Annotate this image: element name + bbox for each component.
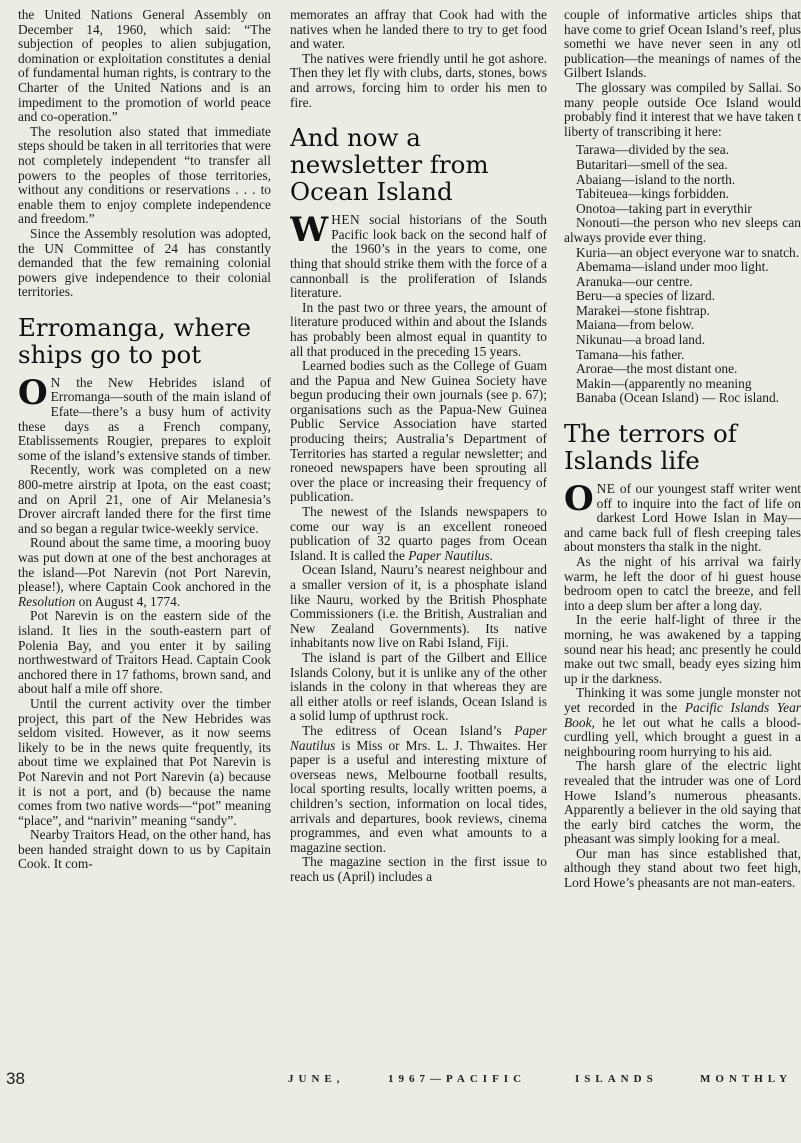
footer-islands: ISLANDS: [575, 1073, 658, 1085]
glossary-entry: Banaba (Ocean Island) — Roc island.: [576, 390, 780, 406]
paragraph: [290, 724, 547, 855]
column-2: [290, 8, 547, 1028]
page-number: 38: [6, 1069, 25, 1088]
footer-month: JUNE,: [288, 1073, 345, 1085]
paragraph: Ocean Island, Nauru’s nearest neighbour and a smaller version of it, is a phosphate island like Nauru, worked by the British Phosphate Commissioners (i.e. the British, Australian and New Zealand Governments). Its native inhabitants now live on Rabi Island, Fiji.: [290, 562, 547, 651]
paragraph: Until the current activity over the timber project, this part of the New Hebrides was seldom visited. However, as it now seems likely to be in the news quite frequently, its about time we explained that Pot Narevin is Pot Narevin and not Port Narevin (a) because it is not a port, and (b) because the name comes from two native words—“pot” meaning “place”, and “narivin” meaning “sandy”.: [18, 695, 271, 828]
glossary-entry: Marakei—stone fishtrap.: [576, 302, 710, 318]
paragraph-text: the New Hebrides island of Erromanga—south of the main island of Efate—there’s a busy hum of activity these days as a French company, Etablissements Rougier, prepares to exploit some of the island’s extensive stands of timber.: [18, 374, 271, 463]
paragraph: Nearby Traitors Head, on the other hand, has been handed straight down to us by Capitain Cook. It com-: [18, 827, 271, 872]
footer-year-publication: 1967—PACIFIC: [388, 1073, 527, 1085]
glossary-entry: Abaiang—island to the north.: [576, 171, 736, 187]
small-caps-lead: N: [50, 374, 61, 390]
glossary-entry: Maiana—from below.: [576, 317, 695, 333]
paragraph: [18, 536, 271, 609]
glossary-entry: Abemama—island under moo light.: [576, 259, 769, 275]
glossary-entry: Makin—(apparently no meaning: [576, 375, 752, 391]
paragraph: [290, 505, 547, 563]
paragraph: In the eerie half-light of three ir the morning, he was awakened by a tapping sound near his head; anc presently he could make out twc small, beady eyes sizing him up ir the darkness.: [564, 612, 801, 686]
paragraph-text: of our youngest staff writer went off to inquire into the fact of life on darkest Lord Howe Islan in May—and came back full of flesh creeping tales about monsters tha stalk in the night.: [564, 481, 801, 555]
footer-monthly: MONTHLY: [700, 1073, 793, 1085]
glossary-entry: Kuria—an object everyone war to snatch.: [576, 244, 800, 260]
paragraph: memorates an affray that Cook had with the natives when he landed there to try to get food and water.: [290, 8, 547, 52]
drop-cap: W: [290, 210, 329, 251]
publication-title: Paper Nautilus: [290, 722, 547, 753]
small-caps-lead: HEN: [331, 212, 361, 228]
glossary-entry: Tarawa—divided by the sea.: [576, 142, 729, 158]
paragraph: The natives were friendly until he got ashore. Then they let fly with clubs, darts, stones, bows and arrows, forcing him to order his men to fire.: [290, 50, 547, 110]
glossary-entry: Aranuka—our centre.: [576, 273, 693, 289]
paragraph-text: The newest of the Islands newspapers to come our way is an excellent roneoed publication of 32 quarto pages from Ocean Island. It is called the: [290, 504, 547, 563]
paragraph-lead: [564, 479, 801, 555]
article-heading-terrors: The terrors of Islands life: [564, 419, 737, 476]
glossary-entry: Nonouti—the person who nev sleeps can always provide ever thing.: [564, 215, 801, 245]
drop-cap: O: [18, 372, 48, 413]
glossary-list: [564, 143, 801, 406]
article-heading-newsletter: And now a newsletter from Ocean Island: [290, 123, 489, 207]
paragraph-text: The editress of Ocean Island’s: [302, 722, 515, 738]
paragraph-lead: [290, 210, 547, 301]
glossary-entry: Arorae—the most distant one.: [576, 361, 738, 377]
paragraph: Our man has since established that, although they stand about two feet high, Lord Howe’s pheasants are not man-eaters.: [564, 845, 801, 891]
glossary-entry: Tabiteuea—kings forbidden.: [576, 186, 730, 202]
paragraph: couple of informative articles ships that have come to grief Ocean Island’s reef, plus somethi we have never seen in any otl publication—the meanings of names of the Gilbert Islands.: [564, 8, 801, 81]
paragraph-text: he let out what he calls a blood-curdling yell, which brought a guest in a neighbouring room hurrying to his aid.: [564, 714, 801, 759]
paragraph-text: on August 4, 1774.: [75, 593, 181, 609]
paragraph-text: Thinking it was some jungle monster not yet recorded in the: [564, 685, 801, 715]
paragraph: Since the Assembly resolution was adopted, the UN Committee of 24 has constantly demanded that the few remaining colonial powers give independence to their colonial territories.: [18, 225, 271, 300]
paragraph: The island is part of the Gilbert and Ellice Islands Colony, but it is unlike any of the other islands in the colony in that whereas they are all either atolls or reef islands, Ocean Island is a solid lump of upthrust rock.: [290, 649, 547, 724]
publication-title: Pacific Islands Year Book,: [564, 699, 801, 730]
paragraph: In the past two or three years, the amount of literature produced within and about the Islands has probably been almost equal in quantity to all that produced in the preceding 15 years.: [290, 299, 547, 359]
paragraph: The glossary was compiled by Sallai. So many people outside Oce Island would probably find it interest that we have taken t liberty of transcribing it here:: [564, 79, 801, 139]
article-heading-erromanga: Erromanga, where ships go to pot: [18, 312, 252, 369]
column-1: [18, 8, 271, 1028]
paragraph: the United Nations General Assembly on December 14, 1960, which said: “The subjection of peoples to alien subjugation, domination or exploitation constitutes a denial of fundamental human rights, is contrary to the Charter of the United Nations and is an impediment to the promotion of world peace and co-operation.”: [18, 8, 271, 125]
paragraph: Pot Narevin is on the eastern side of the island. It lies in the south-eastern part of Polenia Bay, and you enter it by sailing northwestward of Traitors Head. Captain Cook anchored there in 17 fathoms, brown sand, and about half a mile off shore.: [18, 608, 271, 697]
glossary-entry: Butaritari—smell of the sea.: [576, 156, 728, 172]
paragraph: Learned bodies such as the College of Guam and the Papua and New Guinea Society have begun producing their own journals (see p. 67); organisations such as the Papua-New Guinea Public Service Association have started producing theirs; Australia’s Department of Territories has started a regular newsletter; and roneoed newspapers have been sprouting all over the place or increasing their frequency of publication.: [290, 358, 547, 505]
paragraph: The magazine section in the first issue to reach us (April) includes a: [290, 854, 547, 884]
ship-name: Resolution: [18, 593, 76, 609]
paragraph-text: is Miss or Mrs. L. J. Thwaites. Her paper is a useful and interesting mixture of overseas news, Melbourne football results, local sporting results, locally written poems, a children’s section, information on local tides, arrivals and departures, book reviews, cinema programmes, and even what amounts to a magazine section.: [290, 737, 547, 855]
paragraph: [564, 686, 801, 759]
page-footer: [0, 1067, 801, 1097]
drop-cap: O: [564, 479, 594, 520]
paragraph: The resolution also stated that immediate steps should be taken in all territories that were not completely independent “to transfer all powers to the peoples of those territories, without any conditions or reservations . . . to enable them to enjoy complete independence and freedom.”: [18, 123, 271, 227]
paragraph-text: Round about the same time, a mooring buoy was put down at one of the best anchorages at the island—Pot Narevin (not Port Narevin, please!), where Captain Cook anchored in the: [18, 535, 271, 595]
paragraph: The harsh glare of the electric light revealed that the intruder was one of Lord Howe Island’s numerous pheasants. Apparently a believer in the old saying that the early bird catches the worm, the pheasant was simply looking for a meal.: [564, 758, 801, 847]
paragraph: Recently, work was completed on a new 800-metre airstrip at Ipota, on the east coast; and on April 21, one of Air Melanesia’s Drover aircraft landed there for the first time and so began a regular twice-weekly service.: [18, 462, 271, 536]
small-caps-lead: NE: [596, 481, 616, 497]
glossary-entry: Beru—a species of lizard.: [576, 288, 716, 304]
glossary-entry: Tamana—his father.: [576, 346, 685, 362]
paragraph-text: social historians of the South Pacific look back on the second half of the 1960’s in the years to come, one thing that should strike them with the force of a cannonball is the proliferation of Islands literature.: [290, 212, 547, 301]
paragraph-lead: [18, 372, 271, 464]
column-3: [564, 8, 801, 1028]
glossary-entry: Onotoa—taking part in everythir: [576, 200, 752, 216]
paragraph: As the night of his arrival wa fairly warm, he left the door of hi guest house bedroom open to catcl the breeze, and fell into a deep slum ber after a long day.: [564, 554, 801, 613]
publication-title: Paper Nautilus.: [408, 547, 494, 563]
glossary-entry: Nikunau—a broad land.: [576, 332, 706, 348]
